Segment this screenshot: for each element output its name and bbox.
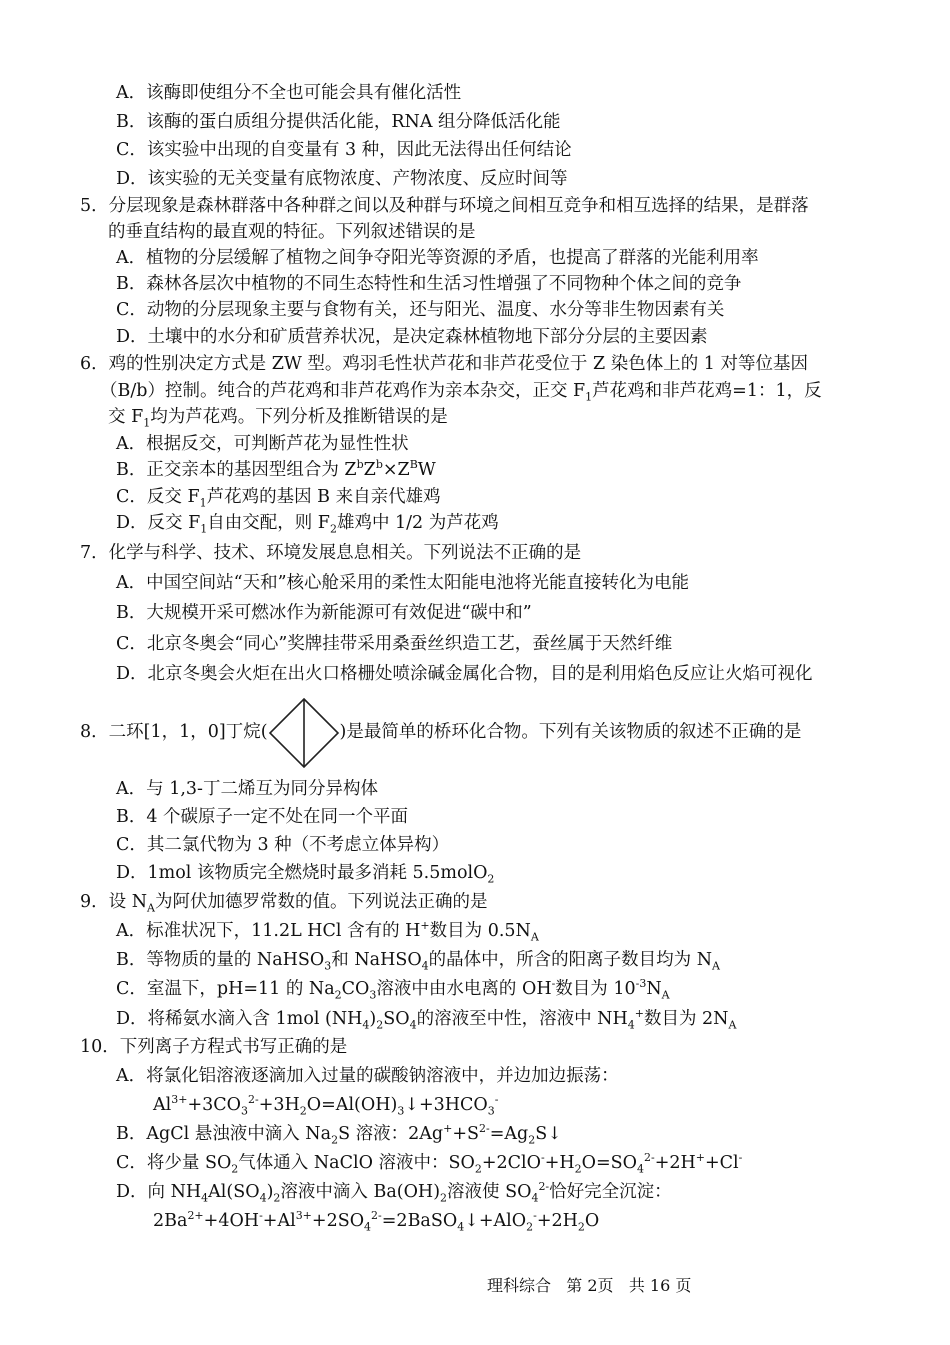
q5-option-b: B．森林各层次中植物的不同生态特性和生活习性增强了不同物种个体之间的竞争 (116, 274, 742, 294)
q6-stem-line2: （B/b）控制。纯合的芦花鸡和非芦花鸡作为亲本杂交，正交 $F_1$芦花鸡和非芦花鸡=1：1，反 (100, 381, 822, 404)
q10-option-a: A．将氯化铝溶液逐滴加入过量的碳酸钠溶液中，并边加边振荡： (116, 1066, 619, 1086)
q8-option-c: C．其二氯代物为 3 种（不考虑立体异构） (116, 835, 450, 855)
q4-option-b: B．该酶的蛋白质组分提供活化能，RNA 组分降低活化能 (116, 112, 561, 132)
q8-stem: 8．二环[1，1，0]丁烷( )是最简单的桥环化合物。下列有关该物质的叙述不正确的是 (80, 696, 801, 769)
q6-option-b: B．正交亲本的基因型组合为 $Z^bZ^b\times Z^BW$ (116, 458, 436, 480)
q5-stem-line1: 5．分层现象是森林群落中各种群之间以及种群与环境之间相互竞争和相互选择的结果，是群落 (80, 196, 809, 216)
q4-option-c: C．该实验中出现的自变量有 3 种，因此无法得出任何结论 (116, 140, 572, 160)
q7-option-d: D．北京冬奥会火炬在出火口格栅处喷涂碱金属化合物，目的是利用焰色反应让火焰可视化 (116, 664, 813, 684)
q9-option-d: D．将稀氨水滴入含 1mol $(NH_4)_2SO_4$的溶液至中性，溶液中 $NH_4^+$数目为 $2N_A$ (116, 1007, 737, 1032)
q4-option-a: A．该酶即使组分不全也可能会具有催化活性 (116, 83, 462, 103)
q10-option-b: B．AgCl 悬浊液中滴入 $Na_2S$ 溶液：$2Ag^++S^{2-}=Ag_2S↓$ (116, 1122, 562, 1147)
q7-option-a: A．中国空间站“天和”核心舱采用的柔性太阳能电池将光能直接转化为电能 (116, 573, 690, 593)
q9-option-a: A．标准状况下，11.2L HCl 含有的 H+数目为 $0.5N_A$ (116, 919, 539, 944)
q10-option-d: D．向 $NH_4Al(SO_4)_2$溶液中滴入 $Ba(OH)_2$溶液使 $SO_4^{2-}$恰好完全沉淀： (116, 1180, 672, 1205)
page-footer (487, 1273, 691, 1296)
q9-option-c: C．室温下，pH=11 的 $Na_2CO_3$溶液中由水电离的 OH-数目为 $10^{-3}N_A$ (116, 977, 670, 1002)
q10-option-d-equation: $2Ba^{2+}+4OH^-+Al^{3+}+2SO_4^{2-}=2BaSO_4↓+AlO_2^-+2H_2O$ (153, 1209, 600, 1234)
q9-option-b: B．等物质的量的 NaHSO$_3$和 NaHSO$_4$的晶体中，所含的阳离子数目均为 $N_A$ (116, 950, 720, 973)
q6-option-c: C．反交 $F_1$芦花鸡的基因 B 来自亲代雄鸡 (116, 487, 441, 510)
q7-option-c: C．北京冬奥会“同心”奖牌挂带采用桑蚕丝织造工艺，蚕丝属于天然纤维 (116, 634, 673, 654)
q6-option-a: A．根据反交，可判断芦花为显性性状 (116, 434, 409, 454)
q7-stem: 7．化学与科学、技术、环境发展息息相关。下列说法不正确的是 (80, 543, 582, 563)
q5-stem-line2: 的垂直结构的最直观的特征。下列叙述错误的是 (108, 222, 476, 242)
q8-option-b: B．4 个碳原子一定不处在同一个平面 (116, 807, 409, 827)
q5-option-c: C．动物的分层现象主要与食物有关，还与阳光、温度、水分等非生物因素有关 (116, 300, 725, 320)
q8-option-a: A．与 1,3-丁二烯互为同分异构体 (116, 779, 378, 799)
q4-option-d: D．该实验的无关变量有底物浓度、产物浓度、反应时间等 (116, 169, 568, 189)
footer-page: 第 2页 (566, 1276, 614, 1295)
footer-total: 共 16 页 (628, 1276, 692, 1295)
q9-stem: 9．设 $N_A$为阿伏加德罗常数的值。下列说法正确的是 (80, 892, 488, 915)
footer-subject: 理科综合 (487, 1276, 552, 1295)
q7-option-b: B．大规模开采可燃冰作为新能源可有效促进“碳中和” (116, 603, 532, 623)
q6-stem-line3: 交 $F_1$均为芦花鸡。下列分析及推断错误的是 (108, 407, 448, 430)
bicyclobutane-structure-icon (268, 697, 340, 769)
q10-stem: 10．下列离子方程式书写正确的是 (80, 1037, 348, 1057)
q5-option-d: D．土壤中的水分和矿质营养状况，是决定森林植物地下部分分层的主要因素 (116, 327, 708, 347)
q10-option-a-equation: $Al^{3+}+3CO_3^{2-}+3H_2O=Al(OH)_3↓+3HCO_3^-$ (153, 1093, 499, 1118)
q6-option-d: D．反交 $F_1$自由交配，则 $F_2$雄鸡中 1/2 为芦花鸡 (116, 513, 499, 536)
q8-option-d: D．1mol 该物质完全燃烧时最多消耗 5.5molO$_2$ (116, 863, 495, 886)
q5-option-a: A．植物的分层缓解了植物之间争夺阳光等资源的矛盾，也提高了群落的光能利用率 (116, 248, 759, 268)
q10-option-c: C．将少量 $SO_2$气体通入 NaClO 溶液中：$SO_2+2ClO^-+H_2O=SO_4^{2-}+2H^++Cl^-$ (116, 1151, 743, 1176)
q6-stem-line1: 6．鸡的性别决定方式是 ZW 型。鸡羽毛性状芦花和非芦花受位于 Z 染色体上的 1 对等位基因 (80, 354, 808, 374)
